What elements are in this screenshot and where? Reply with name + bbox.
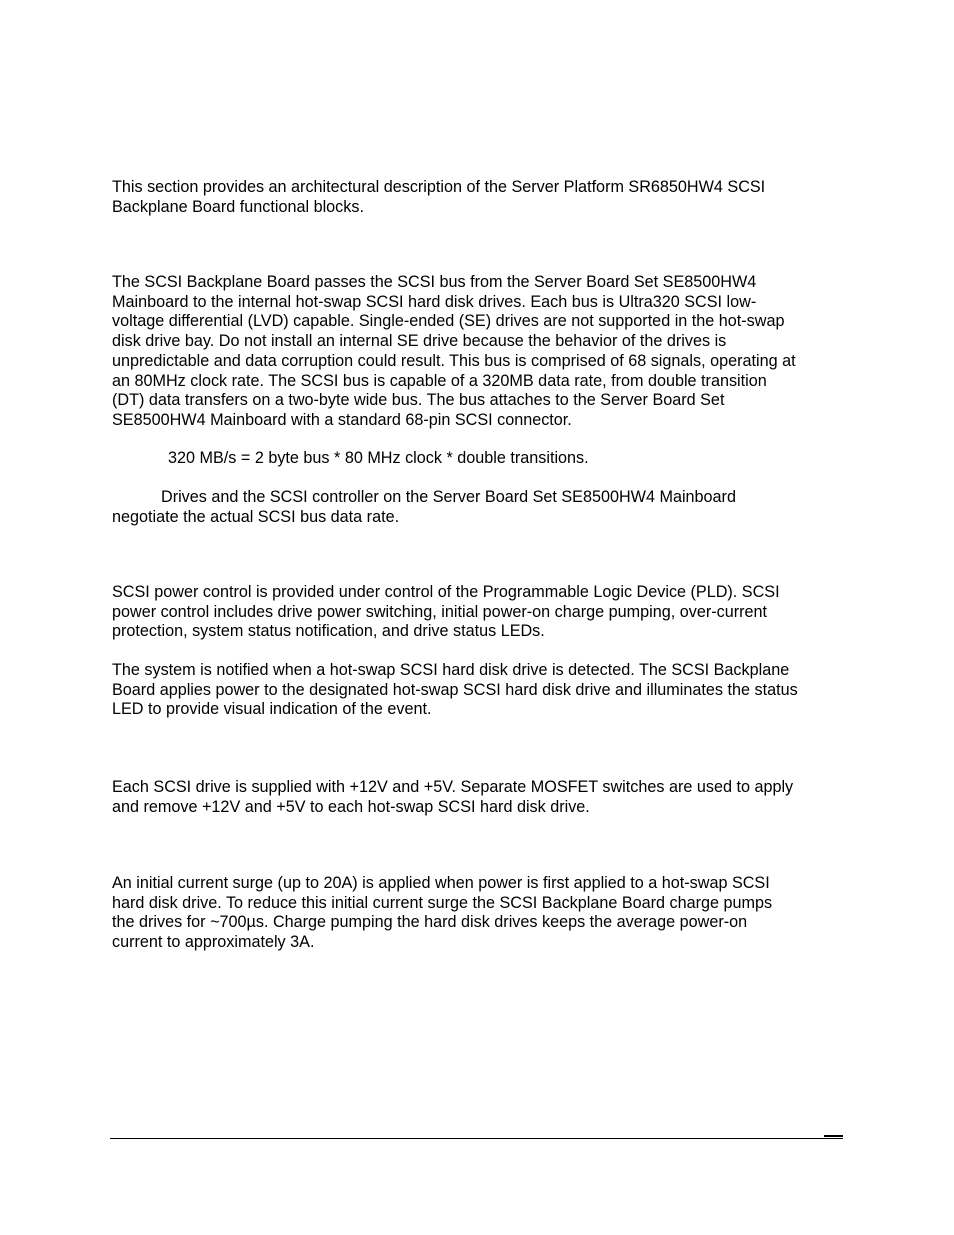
text-line: (DT) data transfers on a two-byte wide bus. The bus attaches to the Server Board Set — [112, 391, 725, 410]
text-line: voltage differential (LVD) capable. Single-ended (SE) drives are not supported in the hot-swap — [112, 312, 785, 331]
text-line: negotiate the actual SCSI bus data rate. — [112, 507, 400, 526]
text-line: power control includes drive power switching, initial power-on charge pumping, over-current — [112, 602, 768, 621]
text-line: an 80MHz clock rate. The SCSI bus is capable of a 320MB data rate, from double transition — [112, 371, 767, 390]
intro-paragraph — [112, 178, 847, 217]
footer-divider — [110, 1138, 843, 1139]
text-line: SCSI power control is provided under control of the Programmable Logic Device (PLD). SCSI — [112, 583, 780, 601]
text-line: current to approximately 3A. — [112, 933, 315, 952]
text-line: Drives and the SCSI controller on the Server Board Set SE8500HW4 Mainboard — [161, 488, 736, 506]
text-line: 320 MB/s = 2 byte bus * 80 MHz clock * double transitions. — [168, 449, 589, 467]
text-line: and remove +12V and +5V to each hot-swap SCSI hard disk drive. — [112, 797, 590, 816]
text-line: unpredictable and data corruption could result. This bus is comprised of 68 signals, operating at — [112, 351, 796, 370]
text-line: The SCSI Backplane Board passes the SCSI bus from the Server Board Set SE8500HW4 — [112, 273, 757, 291]
power-control-paragraph — [112, 583, 847, 642]
notification-paragraph — [112, 661, 847, 720]
text-line: disk drive bay. Do not install an internal SE drive because the behavior of the drives is — [112, 332, 727, 351]
text-line: SE8500HW4 Mainboard with a standard 68-pin SCSI connector. — [112, 410, 572, 429]
power-switching-paragraph — [112, 778, 847, 817]
text-line: Mainboard to the internal hot-swap SCSI hard disk drives. Each bus is Ultra320 SCSI low- — [112, 292, 757, 311]
scsi-bus-paragraph — [112, 273, 847, 431]
text-line: The system is notified when a hot-swap SCSI hard disk drive is detected. The SCSI Backplane — [112, 661, 790, 679]
text-line: This section provides an architectural description of the Server Platform SR6850HW4 SCSI — [112, 178, 766, 196]
negotiate-paragraph — [112, 488, 847, 527]
text-line: Board applies power to the designated hot-swap SCSI hard disk drive and illuminates the status — [112, 680, 798, 699]
data-rate-formula — [168, 449, 848, 469]
footer-mark — [824, 1135, 843, 1137]
charge-pumping-paragraph — [112, 874, 847, 953]
text-line: hard disk drive. To reduce this initial current surge the SCSI Backplane Board charge pumps — [112, 893, 773, 912]
text-line: An initial current surge (up to 20A) is applied when power is first applied to a hot-swap SCSI — [112, 874, 770, 892]
text-line: protection, system status notification, and drive status LEDs. — [112, 622, 545, 641]
text-line: LED to provide visual indication of the event. — [112, 700, 432, 719]
text-line: the drives for ~700µs. Charge pumping the hard disk drives keeps the average power-on — [112, 913, 748, 932]
text-line: Each SCSI drive is supplied with +12V and +5V. Separate MOSFET switches are used to apply — [112, 778, 794, 796]
text-line: Backplane Board functional blocks. — [112, 197, 364, 216]
